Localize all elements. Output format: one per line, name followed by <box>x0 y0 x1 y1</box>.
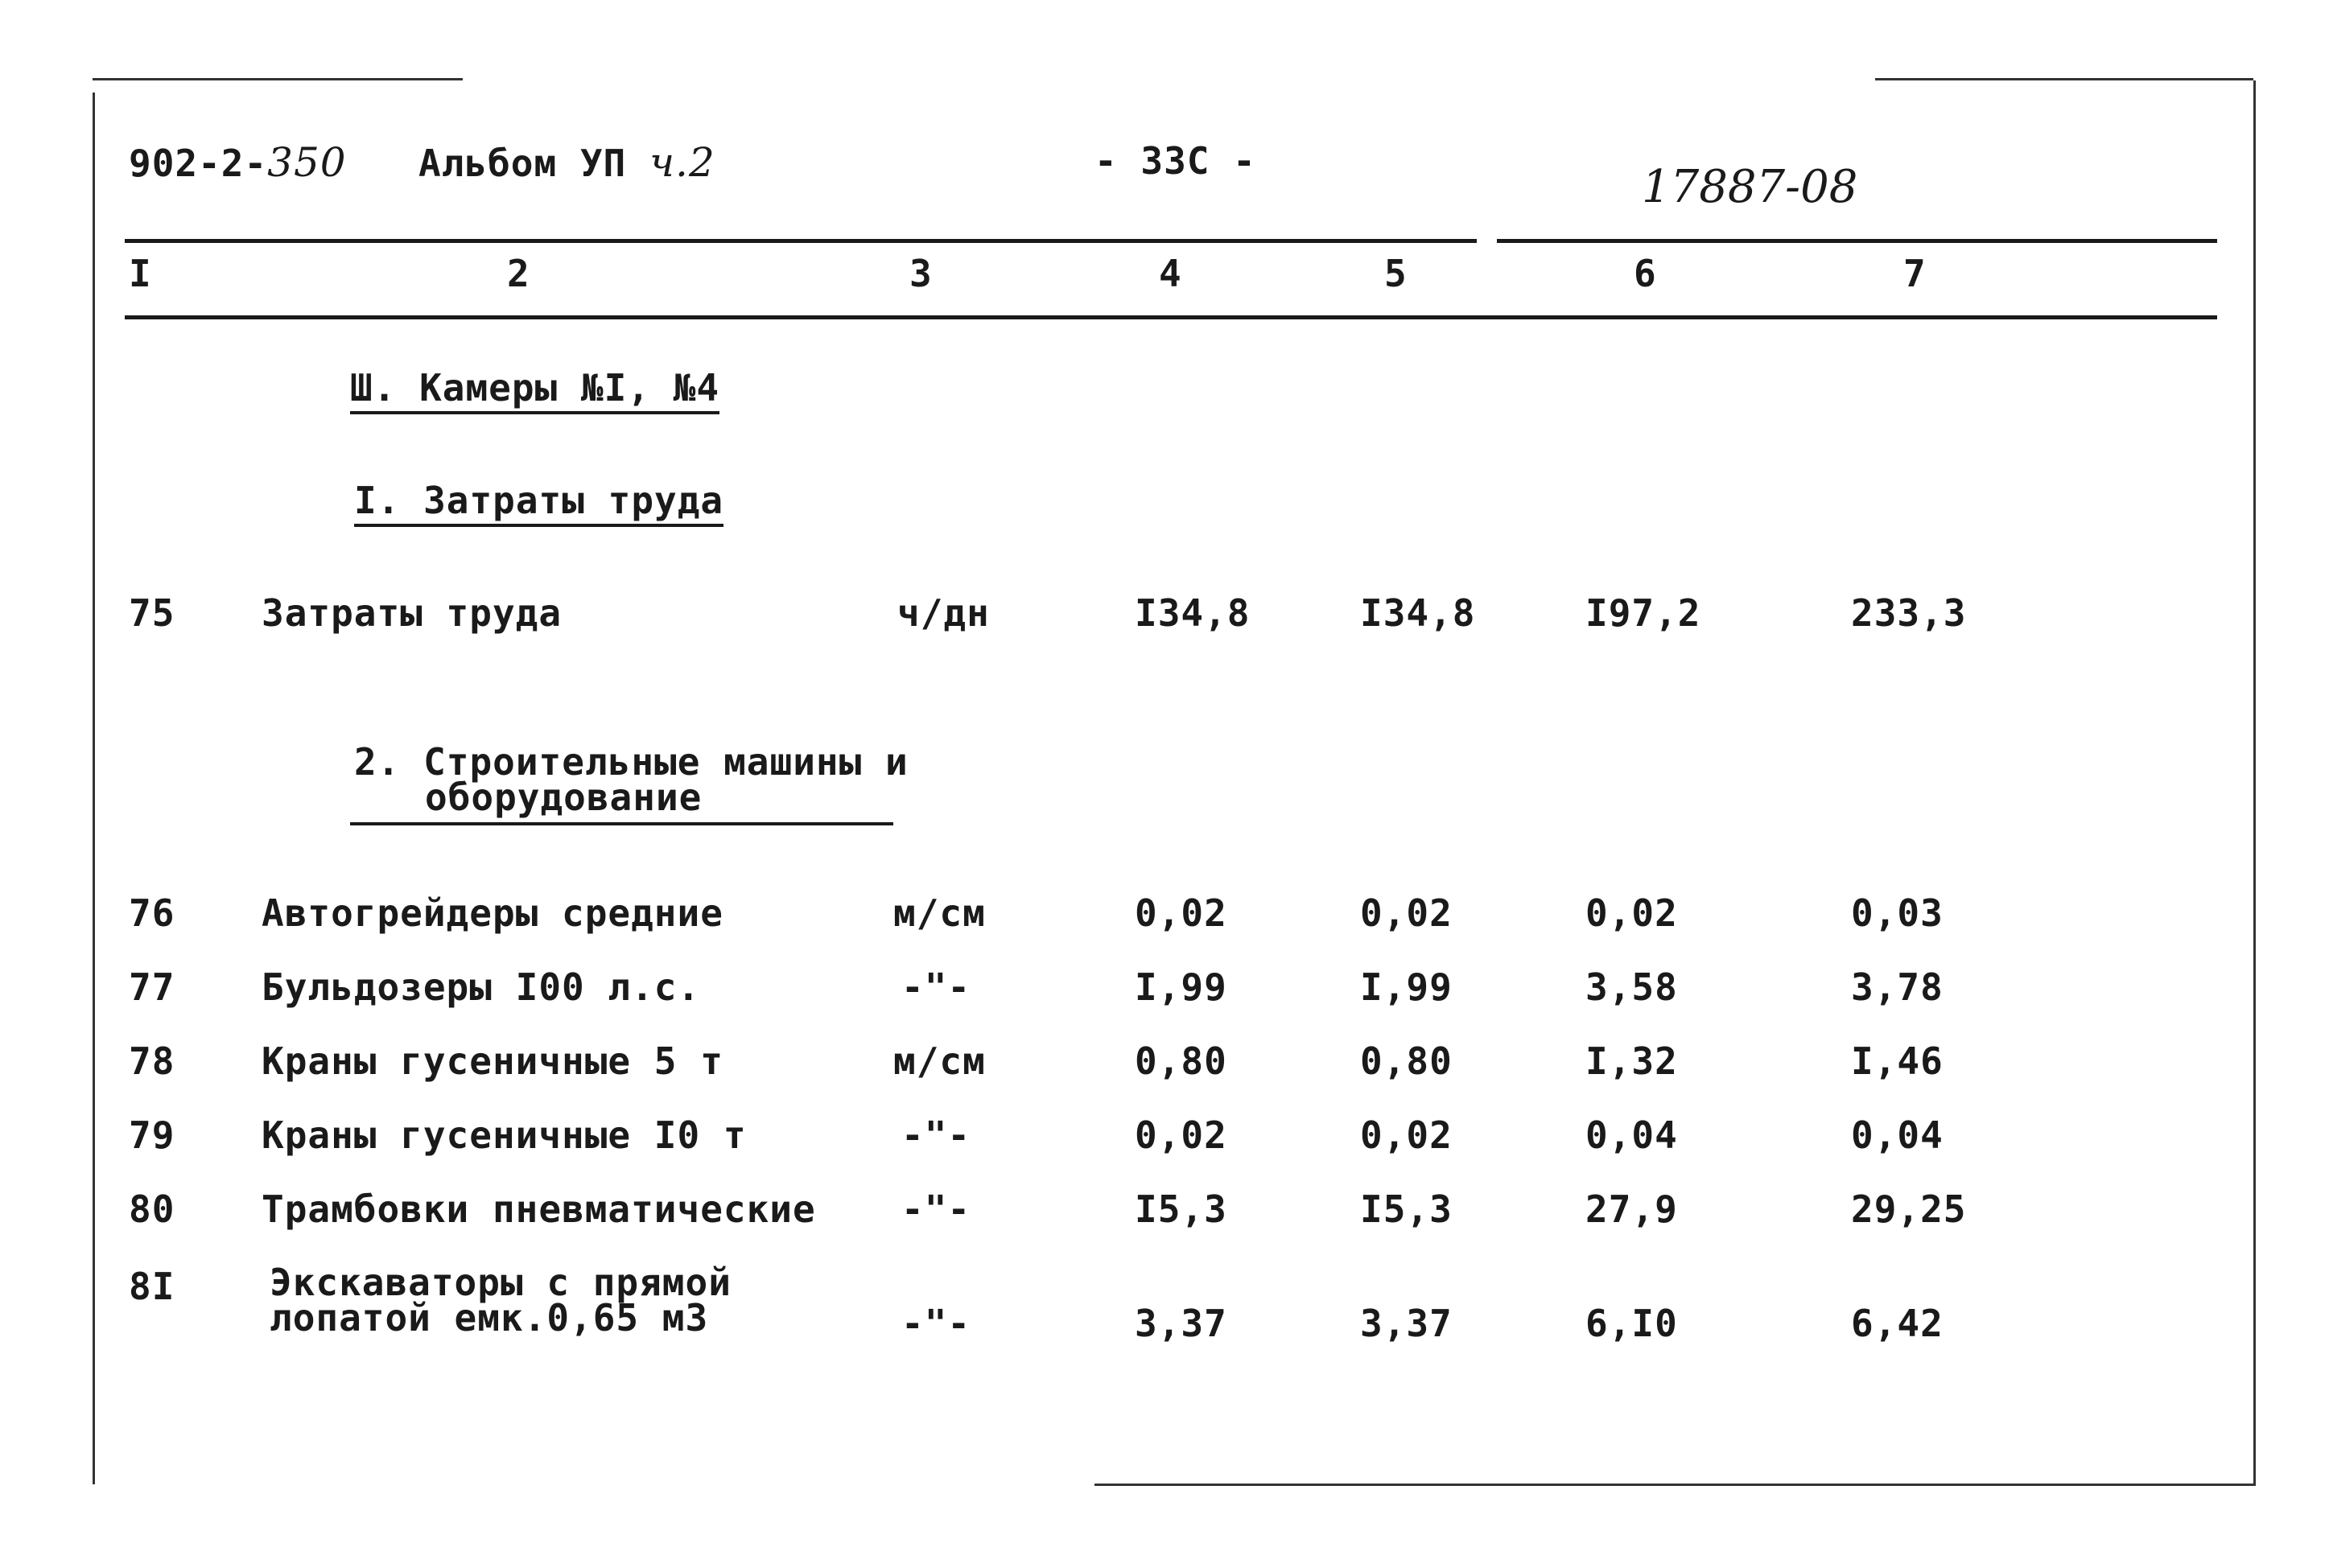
row-81-name-line2: лопатой емк.0,65 м3 <box>270 1296 709 1340</box>
row-79-c4: 0,02 <box>1135 1113 1227 1157</box>
row-79-c5: 0,02 <box>1360 1113 1453 1157</box>
row-76-c5: 0,02 <box>1360 891 1453 935</box>
subsection-machines-line1: 2. Строительные машины и <box>354 740 909 784</box>
row-78-c7: I,46 <box>1851 1039 1944 1083</box>
row-79-c7: 0,04 <box>1851 1113 1944 1157</box>
row-80-c7: 29,25 <box>1851 1187 1967 1231</box>
frame-right <box>2253 80 2256 1484</box>
row-79-no: 79 <box>129 1113 175 1157</box>
row-80-unit: -"- <box>901 1187 971 1231</box>
row-80-name: Трамбовки пневматические <box>262 1187 816 1231</box>
row-77-c4: I,99 <box>1135 965 1227 1009</box>
subsection-machines-title <box>354 740 909 819</box>
row-78-no: 78 <box>129 1039 175 1083</box>
row-77-c5: I,99 <box>1360 965 1453 1009</box>
row-75-unit: ч/дн <box>897 591 990 635</box>
header-rule-bottom <box>125 315 2217 319</box>
row-75-name: Затраты труда <box>262 591 563 635</box>
row-76-c7: 0,03 <box>1851 891 1944 935</box>
col-header-6: 6 <box>1634 252 1657 295</box>
row-81-no: 8I <box>129 1265 175 1308</box>
header-rule-top-left <box>125 239 1477 243</box>
row-80-c6: 27,9 <box>1585 1187 1678 1231</box>
row-77-no: 77 <box>129 965 175 1009</box>
row-78-c4: 0,80 <box>1135 1039 1227 1083</box>
row-76-no: 76 <box>129 891 175 935</box>
row-81-unit: -"- <box>901 1302 971 1345</box>
row-76-unit: м/см <box>893 891 986 935</box>
row-81-c7: 6,42 <box>1851 1302 1944 1345</box>
page-number: - 33С - <box>1094 139 1256 183</box>
section-title: Ш. Камеры №I, №4 <box>350 366 719 414</box>
row-81-name-line1: Экскаваторы с прямой <box>270 1261 732 1304</box>
row-81-c4: 3,37 <box>1135 1302 1227 1345</box>
row-76-c6: 0,02 <box>1585 891 1678 935</box>
row-80-c4: I5,3 <box>1135 1187 1227 1231</box>
doc-number: 902-2-350 <box>129 139 347 186</box>
row-81-name <box>270 1261 732 1340</box>
subsection-labor-title: I. Затраты труда <box>354 479 723 527</box>
row-75-c6: I97,2 <box>1585 591 1701 635</box>
col-header-3: 3 <box>909 252 933 295</box>
row-75-c7: 233,3 <box>1851 591 1967 635</box>
row-77-c7: 3,78 <box>1851 965 1944 1009</box>
row-76-name: Автогрейдеры средние <box>262 891 723 935</box>
row-81-c6: 6,I0 <box>1585 1302 1678 1345</box>
header-rule-top-right <box>1497 239 2217 243</box>
row-79-unit: -"- <box>901 1113 971 1157</box>
row-79-c6: 0,04 <box>1585 1113 1678 1157</box>
row-75-c5: I34,8 <box>1360 591 1476 635</box>
frame-left <box>93 93 95 1484</box>
row-75-no: 75 <box>129 591 175 635</box>
row-76-c4: 0,02 <box>1135 891 1227 935</box>
row-77-name: Бульдозеры I00 л.с. <box>262 965 701 1009</box>
frame-bottom <box>1094 1484 2256 1486</box>
row-78-c5: 0,80 <box>1360 1039 1453 1083</box>
row-81-c5: 3,37 <box>1360 1302 1453 1345</box>
col-header-5: 5 <box>1384 252 1408 295</box>
subsection-machines-line2: оборудование <box>425 776 703 819</box>
row-77-c6: 3,58 <box>1585 965 1678 1009</box>
col-header-7: 7 <box>1903 252 1927 295</box>
frame-top-right <box>1875 78 2253 80</box>
row-80-no: 80 <box>129 1187 175 1231</box>
col-header-4: 4 <box>1159 252 1182 295</box>
subsection-machines-underline <box>350 822 893 825</box>
album-label: Альбом УП ч.2 <box>418 139 715 186</box>
row-78-c6: I,32 <box>1585 1039 1678 1083</box>
row-77-unit: -"- <box>901 965 971 1009</box>
row-79-name: Краны гусеничные I0 т <box>262 1113 747 1157</box>
col-header-1: I <box>129 252 152 295</box>
row-78-name: Краны гусеничные 5 т <box>262 1039 723 1083</box>
inventory-number: 17887-08 <box>1642 161 1858 213</box>
row-80-c5: I5,3 <box>1360 1187 1453 1231</box>
frame-top-left <box>93 78 463 80</box>
col-header-2: 2 <box>507 252 530 295</box>
row-75-c4: I34,8 <box>1135 591 1251 635</box>
row-78-unit: м/см <box>893 1039 986 1083</box>
